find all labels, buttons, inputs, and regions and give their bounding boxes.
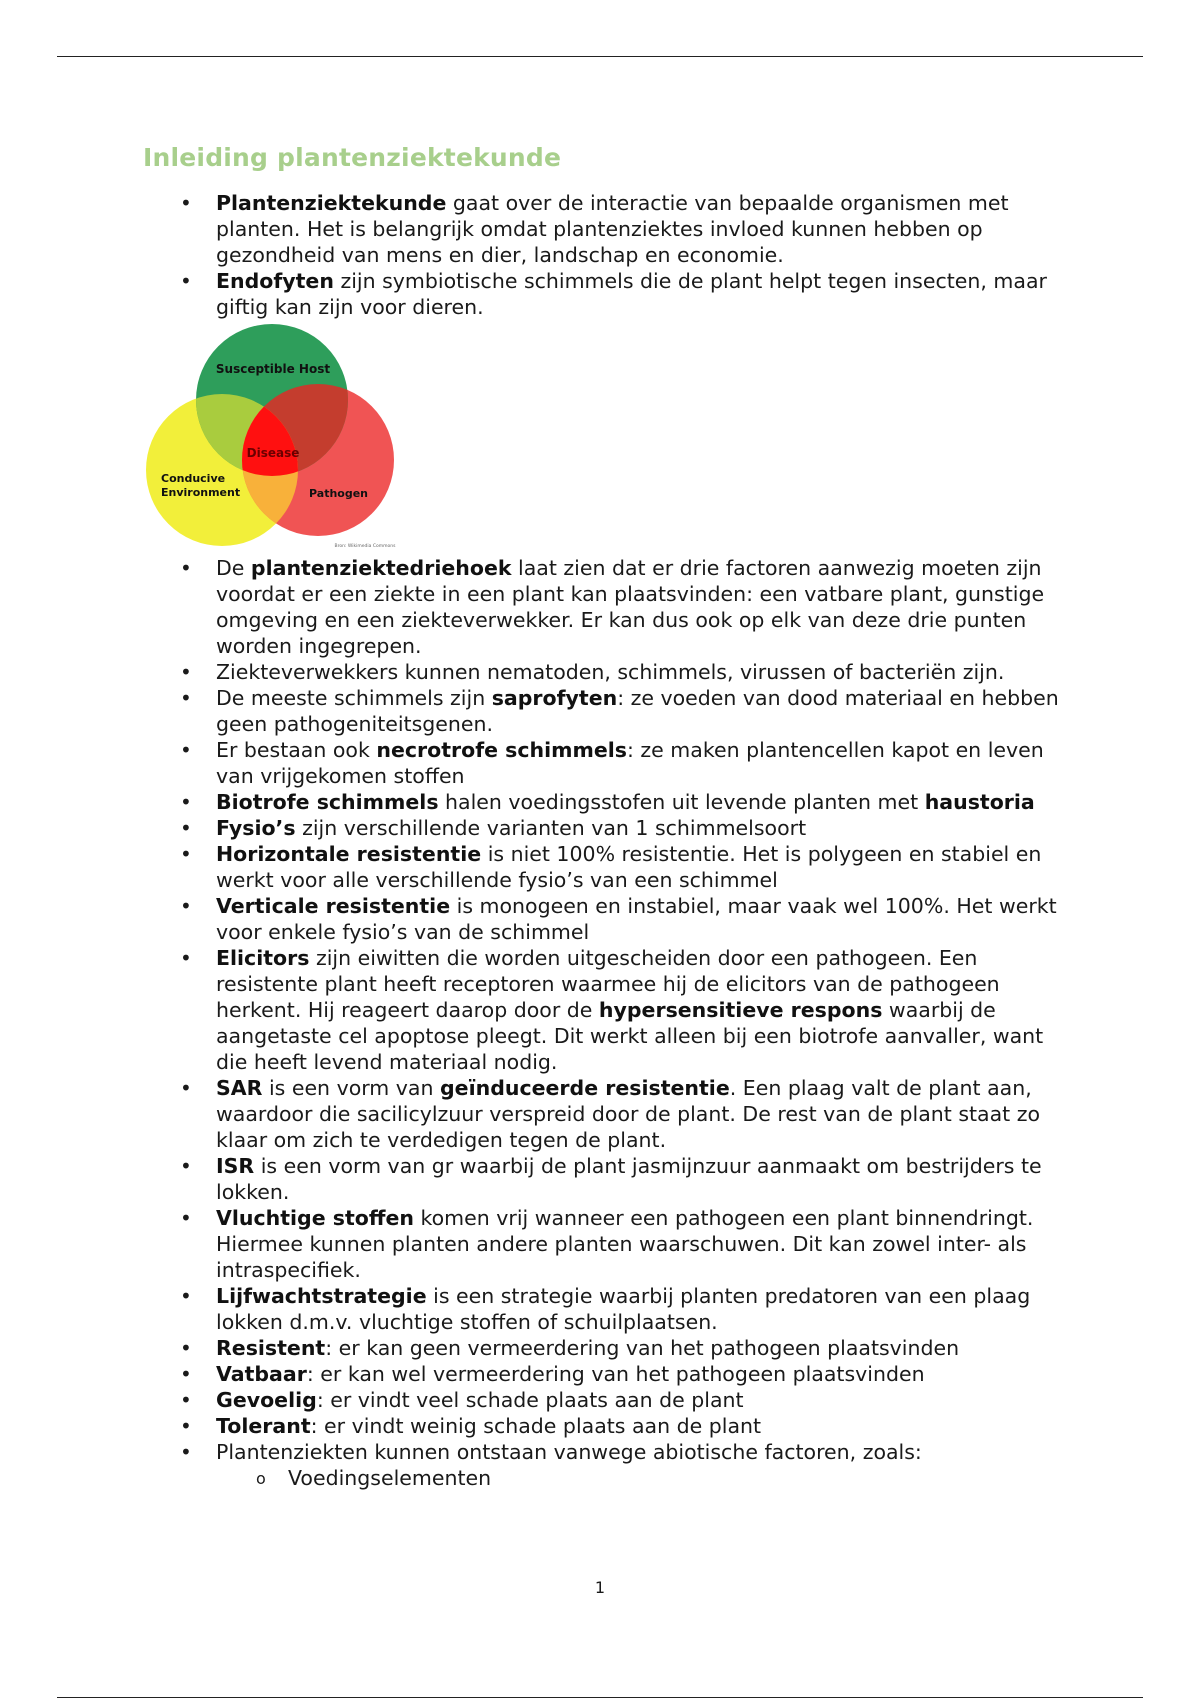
list-item bbox=[175, 268, 1075, 320]
item-text: : ze voeden van dood materiaal en hebben geen pathogeniteitsgenen. bbox=[216, 686, 1059, 736]
list-item bbox=[175, 945, 1075, 1075]
venn-pathogen-label: Pathogen bbox=[309, 487, 369, 500]
item-text: Plantenziekten kunnen ontstaan vanwege abiotische factoren, zoals: bbox=[216, 1440, 922, 1464]
list-item bbox=[175, 1361, 1075, 1387]
item-term: Plantenziektekunde bbox=[216, 191, 447, 215]
item-text: gaat over de interactie van bepaalde organismen met planten. Het is belangrijk omdat plantenziektes invloed kunnen hebben op gezondheid van mens en dier, landschap en economie. bbox=[216, 191, 1009, 267]
intro-list bbox=[175, 190, 1075, 320]
item-term: Resistent bbox=[216, 1336, 326, 1360]
list-item bbox=[175, 1413, 1075, 1439]
item-text: zijn symbiotische schimmels die de plant helpt tegen insecten, maar giftig kan zijn voor dieren. bbox=[216, 269, 1047, 319]
item-term: haustoria bbox=[924, 790, 1035, 814]
item-term: Elicitors bbox=[216, 946, 310, 970]
item-term: Fysio’s bbox=[216, 816, 296, 840]
item-term: Vatbaar bbox=[216, 1362, 307, 1386]
venn-credit: Bron: Wikimedia Commons bbox=[334, 544, 396, 549]
list-item bbox=[175, 1439, 1075, 1491]
item-text: is een strategie waarbij planten predatoren van een plaag lokken d.m.v. vluchtige stoffen of schuilplaatsen. bbox=[216, 1284, 1031, 1334]
item-term: hypersensitieve respons bbox=[598, 998, 883, 1022]
list-item bbox=[175, 1387, 1075, 1413]
venn-environment-label-2: Environment bbox=[161, 486, 241, 499]
item-text: waarbij de aangetaste cel apoptose pleegt. Dit werkt alleen bij een biotrofe aanvaller, want die heeft levend materiaal nodig. bbox=[216, 998, 1044, 1074]
header-rule bbox=[57, 56, 1143, 57]
item-text: : er kan geen vermeerdering van het pathogeen plaatsvinden bbox=[325, 1336, 960, 1360]
item-term: Horizontale resistentie bbox=[216, 842, 482, 866]
list-item bbox=[175, 1205, 1075, 1283]
list-item bbox=[175, 841, 1075, 893]
item-text: : ze maken plantencellen kapot en leven van vrijgekomen stoffen bbox=[216, 738, 1044, 788]
list-item bbox=[175, 893, 1075, 945]
item-text: laat zien dat er drie factoren aanwezig moeten zijn voordat er een ziekte in een plant kan plaatsvinden: een vatbare plant, gunstige omgeving en een ziekteverwekker. Er kan dus ook op elk van deze drie punten worden ingegrepen. bbox=[216, 556, 1045, 658]
item-text: zijn verschillende varianten van 1 schimmelsoort bbox=[295, 816, 807, 840]
list-item bbox=[175, 190, 1075, 268]
page-heading: Inleiding plantenziektekunde bbox=[143, 143, 562, 172]
item-text: : er kan wel vermeerdering van het pathogeen plaatsvinden bbox=[306, 1362, 925, 1386]
item-term: SAR bbox=[216, 1076, 263, 1100]
item-text: De bbox=[216, 556, 251, 580]
item-text: is een vorm van bbox=[262, 1076, 440, 1100]
disease-triangle-venn bbox=[143, 322, 403, 552]
item-term: ISR bbox=[216, 1154, 255, 1178]
item-text: is niet 100% resistentie. Het is polygeen en stabiel en werkt voor alle verschillende fysio’s van een schimmel bbox=[216, 842, 1042, 892]
item-text: is een vorm van gr waarbij de plant jasmijnzuur aanmaakt om bestrijders te lokken. bbox=[216, 1154, 1042, 1204]
item-term: Tolerant bbox=[216, 1414, 311, 1438]
list-item bbox=[175, 737, 1075, 789]
item-text: halen voedingsstofen uit levende planten met bbox=[438, 790, 925, 814]
item-term: Gevoelig bbox=[216, 1388, 317, 1412]
item-text: is monogeen en instabiel, maar vaak wel 100%. Het werkt voor enkele fysio’s van de schimmel bbox=[216, 894, 1057, 944]
item-text: De meeste schimmels zijn bbox=[216, 686, 492, 710]
item-text: : er vindt weinig schade plaats aan de plant bbox=[310, 1414, 762, 1438]
item-term: geïnduceerde resistentie bbox=[440, 1076, 730, 1100]
item-term: saprofyten bbox=[491, 686, 618, 710]
list-item bbox=[175, 555, 1075, 659]
item-text: Ziekteverwekkers kunnen nematoden, schimmels, virussen of bacteriën zijn. bbox=[216, 660, 1005, 684]
list-item bbox=[175, 685, 1075, 737]
list-item bbox=[175, 1335, 1075, 1361]
item-text: zijn eiwitten die worden uitgescheiden door een pathogeen. Een resistente plant heeft receptoren waarmee hij de elicitors van de pathogeen herkent. Hij reageert daarop door de bbox=[216, 946, 1000, 1022]
item-text: : er vindt veel schade plaats aan de plant bbox=[316, 1388, 744, 1412]
list-item bbox=[175, 789, 1075, 815]
item-term: Lijfwachtstrategie bbox=[216, 1284, 427, 1308]
item-text: . Een plaag valt de plant aan, waardoor die sacilicylzuur verspreid door de plant. De rest van de plant staat zo klaar om zich te verdedigen tegen de plant. bbox=[216, 1076, 1041, 1152]
item-term: plantenziektedriehoek bbox=[250, 556, 512, 580]
item-text: komen vrij wanneer een pathogeen een plant binnendringt. Hiermee kunnen planten andere planten waarschuwen. Dit kan zowel inter- als intraspecifiek. bbox=[216, 1206, 1034, 1282]
item-term: Biotrofe schimmels bbox=[216, 790, 439, 814]
list-item bbox=[175, 1153, 1075, 1205]
list-item bbox=[175, 1075, 1075, 1153]
list-item bbox=[175, 1283, 1075, 1335]
item-term: necrotrofe schimmels bbox=[376, 738, 627, 762]
sub-list-item: o Voedingselementen bbox=[216, 1465, 1075, 1491]
list-item bbox=[175, 659, 1075, 685]
item-term: Vluchtige stoffen bbox=[216, 1206, 414, 1230]
venn-environment-label-1: Conducive bbox=[161, 472, 226, 485]
definitions-list bbox=[175, 555, 1075, 1491]
venn-disease-label: Disease bbox=[246, 446, 300, 460]
item-term: Endofyten bbox=[216, 269, 334, 293]
page-number: 1 bbox=[594, 1578, 606, 1597]
item-term: Verticale resistentie bbox=[216, 894, 451, 918]
venn-host-label: Susceptible Host bbox=[215, 362, 331, 376]
list-item bbox=[175, 815, 1075, 841]
footer-rule bbox=[57, 1697, 1143, 1698]
sub-list bbox=[216, 1465, 1075, 1491]
item-text: Er bestaan ook bbox=[216, 738, 377, 762]
